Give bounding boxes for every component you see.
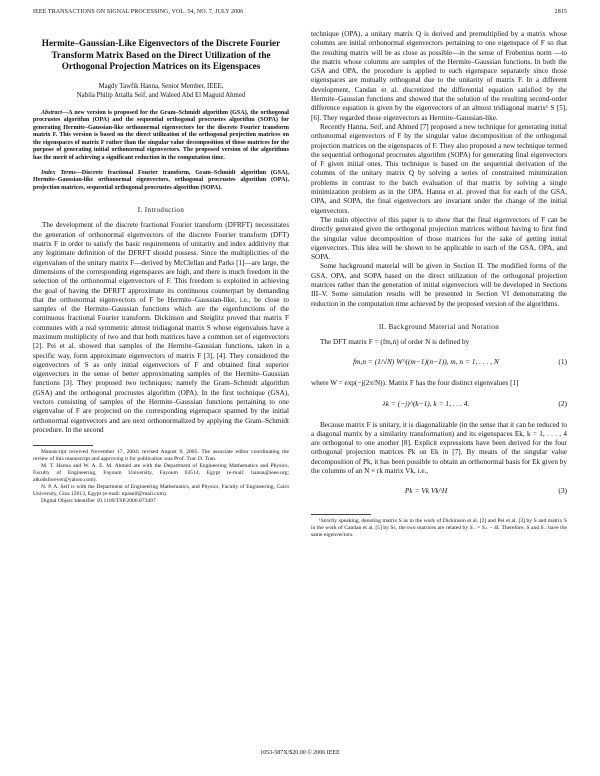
footnote-doi: Digital Object Identifier 10.1109/TSP.2006.873497	[41, 498, 156, 505]
footnote-1: ¹Strictly speaking, denoting matrix S as in the work of Dickinson et al. [2] and Pei et al. [3] by S and matrix S in the work of Candan et al. [5] by Sc, the two matrices are related by S₋ = S₊ − 4I. Therefore, S and S₋ have the same eigenvectors.	[311, 518, 567, 539]
right-paragraph-2: Recently Hanna, Seif, and Ahmed [7] proposed a new technique for generating initial orthonormal eigenvectors of F by the singular value decomposition of the orthogonal projection matrices on the eigenspaces of F. They also proposed a new technique termed the sequential orthogonal procrustes algorithm (SOPA) for generating final eigenvectors of F given initial ones. This technique is based on the sequential derivation of the columns of the unitary matrix Q by solving a series of constrained minimization problems in contrast to the batch evaluation of that matrix by solving a single minimization problem as in the OPA. Hanna et al. proved that for each of the GSA, OPA, and SOPA, the final eigenvectors are invariant under the change of the initial eigenvectors.	[311, 122, 567, 215]
authors-line-2: Nabila Philip Attalla Seif, and Waleed Abd El Maguid Ahmed	[76, 91, 246, 99]
footnote-affiliation-1: M. T. Hanna and W. A. E. M. Ahmed are with the Department of Engineering Mathematics and Physics, Faculty of Engineering, Fayoum University, Fayoum 63514, Egypt (e-mail: hanna@ieee.org; alkodsforever@yahoo.com).	[33, 463, 289, 484]
right-column	[311, 30, 567, 539]
paper-title: Hermite–Gaussian-Like Eigenvectors of the Discrete Fourier Transform Matrix Based on the Direct Utilization of the Orthogonal Projection Matrices on its Eigenspaces	[41, 38, 281, 71]
journal-name: IEEE TRANSACTIONS ON SIGNAL PROCESSING, VOL. 54, NO. 7, JULY 2006	[33, 9, 244, 15]
abstract-label: Abstract—	[41, 109, 69, 116]
intro-paragraph: The development of the discrete fractional Fourier transform (DFRFT) necessitates the generation of orthonormal eigenvectors of the discrete Fourier transform (DFT) matrix F in order to satisfy the basic requirements of unitarity and index additivity that any legitimate definition of the DFRFT should possess. Since the multiplicities of the eigenvalues of the unitary matrix F—derived by McClellan and Parks [1]—are large, the dimensions of the corresponding eigenspaces are high, and there is much freedom in the selection of the orthonormal eigenvectors of F. This freedom is exploited in achieving the goal of having the DFRFT approximate its continuous counterpart by demanding that the orthonormal eigenvectors of F be Hermite–Gaussian-like, i.e., be close to samples of the Hermite–Gaussian functions which are the eigenfunctions of the continuous fractional Fourier transform. Dickinson and Steiglitz proved that matrix F commutes with a real symmetric almost tridiagonal matrix S whose eigenvalues have a maximum multiplicity of two and that both matrices have a common set of eigenvectors [2]. Pei et al. showed that samples of the Hermite–Gaussian functions, taken in a specific way, form approximate eigenvectors of matrix F [3], [4]. They considered the eigenvectors of S as only initial eigenvectors of F and obtained final superior eigenvectors in the sense of better approximating samples of the Hermite–Gaussian functions [3]. They proposed two techniques; namely the Gram–Schmidt algorithm (GSA) and the orthogonal procrustes algorithm (OPA). In the first technique (GSA), vectors consisting of samples of the Hermite–Gaussian functions pertaining to one eigenvalue of F are projected on the corresponding eigenspace spanned by the initial orthonormal eigenvectors and are next orthonormalized by applying the Gram–Schmidt procedure. In the second	[33, 221, 289, 434]
index-terms-label: Index Terms—	[41, 169, 82, 176]
right-paragraph-7: Because matrix F is unitary, it is diagonalizable (in the sense that it can be reduced to a diagonal matrix by a similarity transformation) and its eigenspaces Ek, k = 1, . . . , 4 are orthogonal to one another [8]. Explicit expressions have been derived for the four orthogonal projection matrices Pk on Ek in [7]. By means of the singular value decomposition of Pk, it has been possible to obtain an orthonormal basis for Ek given by the columns of an N × rk matrix Vk, i.e.,	[311, 420, 567, 475]
right-paragraph-3: The main objective of this paper is to show that the final eigenvectors of F can be directly generated given the orthogonal projection matrices without having to first find the singular value decomposition of those matrices for the sake of getting initial eigenvectors. This idea will be shown to be applicable to each of the GSA, OPA, and SOPA.	[311, 215, 567, 262]
equation-3-number: (3)	[558, 486, 567, 496]
left-column	[33, 30, 289, 505]
equation-1-number: (1)	[558, 357, 567, 367]
abstract-text: A new version is proposed for the Gram–Schmidt algorithm (GSA), the orthogonal procrustes algorithm (OPA) and the sequential orthogonal procrustes algorithm (SOPA) for generating Hermite–Gaussian-like orthonormal eigenvectors for the discrete Fourier transform matrix F. This version is based on the direct utilization of the orthogonal projection matrices on the eigenspaces of matrix F rather than the singular value decomposition of those matrices for the purpose of generating initial orthonormal eigenvectors. The proposed version of the algorithms has the merit of achieving a significant reduction in the computation time.	[33, 109, 289, 162]
right-paragraph-5: The DFT matrix F = (fm,n) of order N is defined by	[320, 337, 470, 346]
section-heading-introduction: I. Introduction	[137, 206, 185, 215]
page-footer: 1053-587X/$20.00 © 2006 IEEE	[260, 750, 340, 756]
right-footnote-divider	[311, 514, 371, 515]
right-paragraph-4: Some background material will be given in Section II. The modified forms of the GSA, OPA, and SOPA based on the direct utilization of the orthogonal projection matrices rather than the generation of initial eigenvectors will be developed in Sections III–V. Some simulation results will be presented in Section VI demonstrating the reduction in the computation time achieved by the proposed version of the algorithms.	[311, 262, 567, 308]
equation-1-body: fm,n = (1/√N) W^((m−1)(n−1)), m, n = 1, . . . , N	[353, 357, 499, 367]
index-terms-text: Discrete fractional Fourier transform, Gram–Schmidt algorithm (GSA), Hermite–Gaussian-like orthonormal eigenvectors, orthogonal procrustes algorithm (OPA), projection matrices, sequential orthogonal procrustes algorithm (SOPA).	[33, 169, 289, 191]
right-paragraph-1: technique (OPA), a unitary matrix Q is derived and premultiplied by a matrix whose columns are initial orthonormal eigenvectors pertaining to one eigenspace of F so that the resulting matrix will be as close as possible—in the sense of Frobenius norm —to the matrix whose columns are samples of the Hermite–Gaussian functions. In both the GSA and OPA, the procedure is applied to each eigenspace separately since those eigenspaces are mutually orthogonal due to the unitarity of matrix F. In a different development, Candan et al. discretized the differential equation satisfied by the Hermite–Gaussian functions and showed that the solution of the resulting second-order difference equation is given by the eigenvectors of an almost tridiagonal matrix¹ S [5], [6]. They regarded those eigenvectors as Hermite–Gaussian-like.	[311, 30, 567, 122]
author-list	[33, 82, 289, 100]
equation-1	[311, 351, 567, 375]
footnote-affiliation-2: N. P. A. Seif is with the Department of Engineering Mathematics, and Physics, Faculty of Engineering, Cairo University, Giza 12613, Egypt (e-mail: npaseif@mail.com).	[33, 484, 289, 498]
equation-3-body: Pk = Vk Vk^H	[404, 486, 448, 496]
authors-line-1: Magdy Tawfik Hanna, Senior Member, IEEE,	[98, 82, 224, 90]
equation-2-body: λk = (−j)^(k−1), k = 1, . . . 4.	[382, 398, 470, 408]
page-number: 2815	[554, 9, 567, 15]
running-header	[33, 9, 567, 21]
abstract	[33, 110, 289, 163]
equation-3	[311, 480, 567, 504]
footnote-received: Manuscript received November 17, 2004; revised August 8, 2005. The associate editor coordinating the review of this manuscript and approving it for publication was Prof. Trac D. Tran.	[33, 449, 289, 463]
section-heading-background: II. Background Material and Notation	[378, 322, 500, 331]
index-terms	[33, 170, 289, 193]
equation-2-number: (2)	[558, 398, 567, 408]
right-paragraph-6: where W = exp(−j(2π/N)). Matrix F has the four distinct eigenvalues [1]	[311, 379, 519, 388]
footnote-divider	[33, 445, 93, 446]
equation-2	[311, 393, 567, 417]
